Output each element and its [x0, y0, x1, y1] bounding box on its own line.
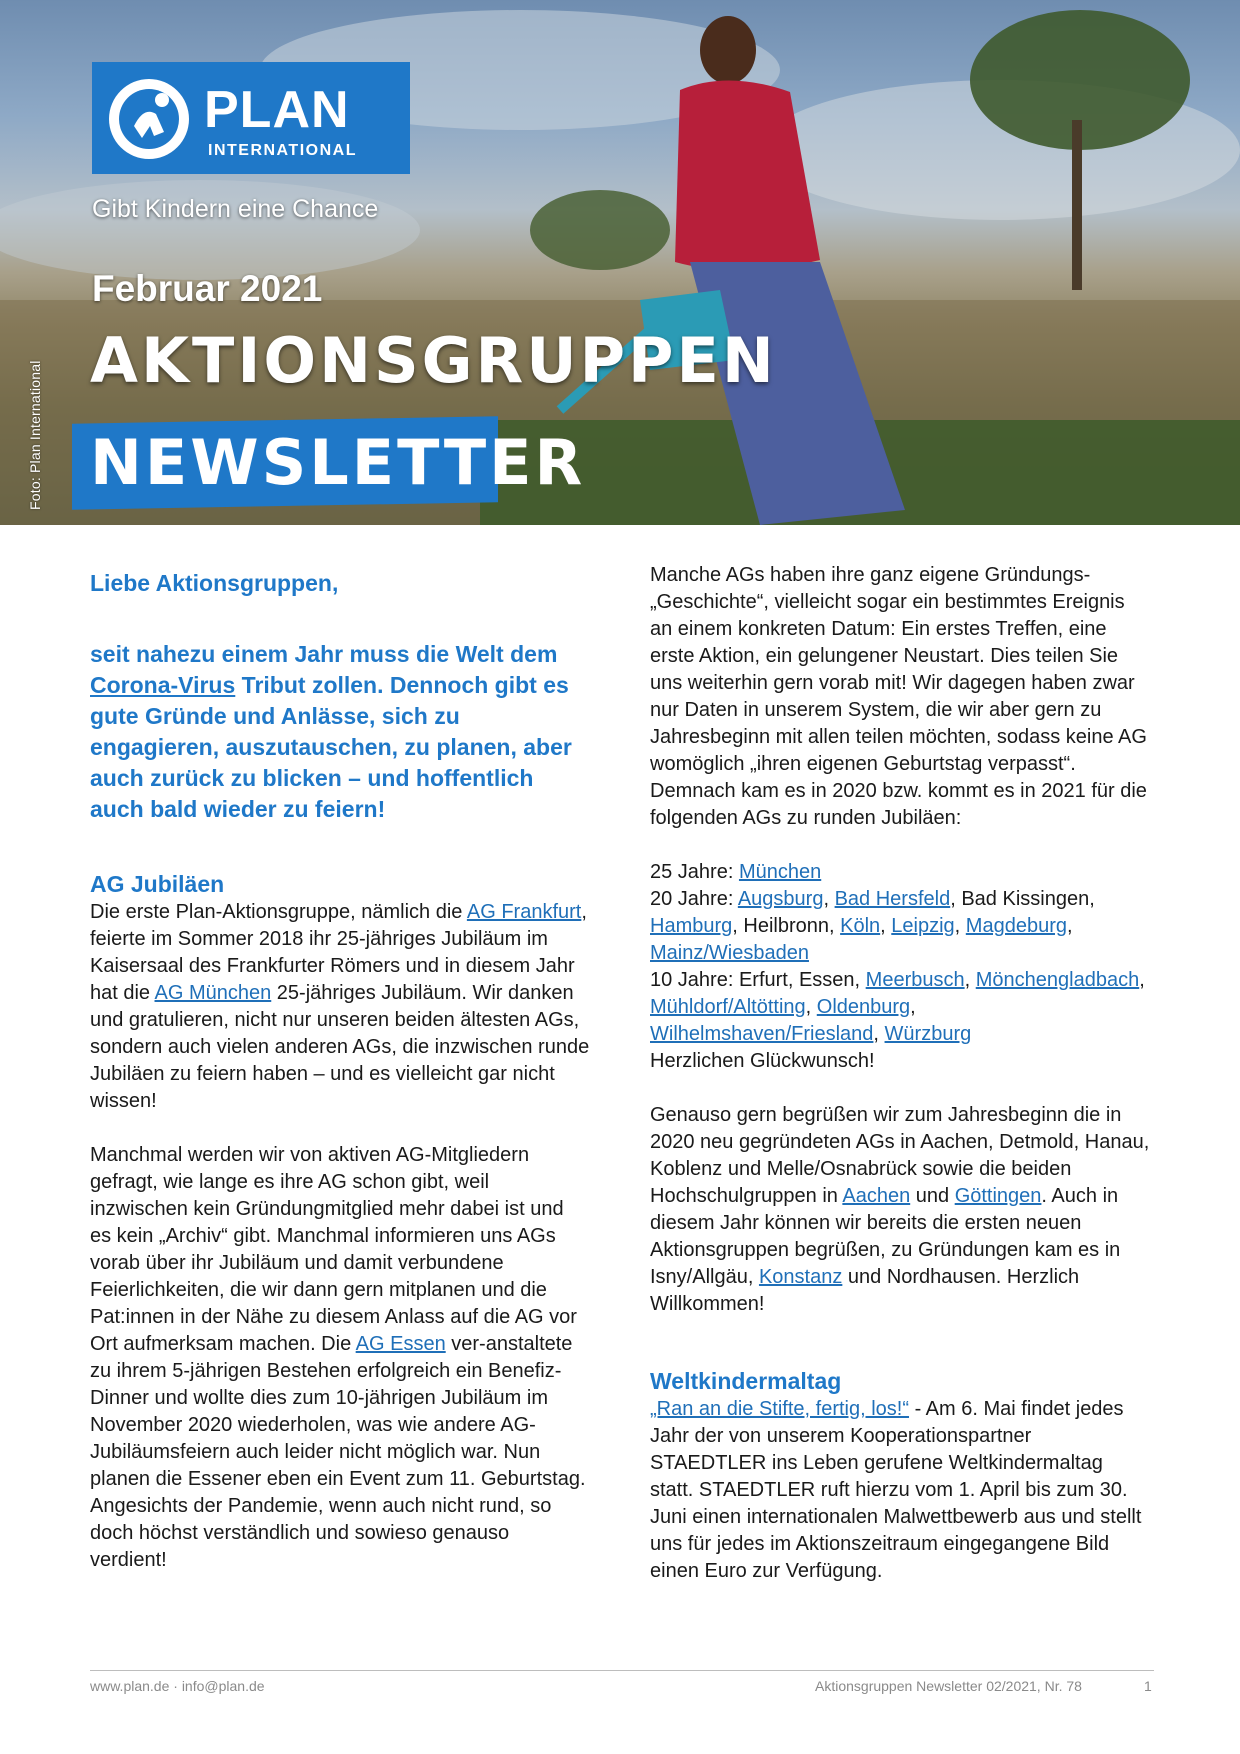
jubilee-25-years [650, 859, 1150, 886]
text: und [910, 1185, 955, 1207]
text: Bad Kissingen, [961, 888, 1095, 910]
text: . Auch in diesem Jahr können wir bereits die ersten neuen Aktionsgruppen begrüßen, zu Gründungen kam es in Isny/Allgäu, [650, 1185, 1121, 1288]
tagline: Gibt Kindern eine Chance [92, 195, 379, 223]
ag-essen-link[interactable]: AG Essen [355, 1333, 446, 1355]
child-emblem-icon [106, 76, 192, 162]
leipzig-link[interactable]: Leipzig [891, 915, 955, 937]
intro-text-2: Tribut zollen. Dennoch gibt es gute Gründe und Anlässe, sich zu engagieren, auszutauschen, zu planen, aber auch zurück zu blicken – und hoffentlich auch bald wieder zu feiern! [90, 672, 572, 822]
moenchengladbach-link[interactable]: Mönchengladbach [975, 969, 1140, 991]
oldenburg-link[interactable]: Oldenburg [816, 996, 911, 1018]
augsburg-link[interactable]: Augsburg [737, 888, 824, 910]
text: Manchmal werden wir von aktiven AG-Mitgliedern gefragt, wie lange es ihre AG schon gibt, weil inzwischen kein Gründungmitglied mehr dabei ist und es kein „Archiv“ gibt. Manchmal informieren uns AGs vorab über ihr Jubiläum und damit verbundene Feierlichkeiten, die wir dann gern mitplanen und die Pat:innen in der Nähe zu diesem Anlass auf die AG vor Ort aufmerksam machen. Die [90, 1144, 577, 1355]
text: 25-jähriges Jubiläum. Wir danken und gratulieren, nicht nur unseren beiden ältesten AGs, sondern auch vielen anderen AGs, die inzwischen runde Jubiläen zu feiern haben – und es vielleicht gar nicht wissen! [90, 982, 590, 1112]
intro-text-1: seit nahezu einem Jahr muss die Welt dem [90, 641, 558, 667]
jubilee-10-years: 10 Jahre: Erfurt, Essen, Meerbusch, Mönchengladbach, Mühldorf/Altötting, Oldenburg, Wilhelmshaven/Friesland, Würzburg [650, 969, 1145, 1045]
paragraph-jubilaeen-2 [90, 1142, 590, 1574]
paragraph-gruendung: Manche AGs haben ihre ganz eigene Gründungs-„Geschichte“, vielleicht sogar ein bestimmtes Ereignis an einem konkreten Datum: Ein erstes Treffen, eine erste Aktion, ein gelungener Neustart. Dies teilen Sie uns weiterhin gern vorab mit! Wir dagegen haben zwar nur Daten in unserem System, die wir aber gern zu Jahresbeginn mit allen teilen möchten, sodass keine AG womöglich „ihren eigenen Geburtstag verpasst“. Demnach kam es in 2020 bzw. kommt es in 2021 für die folgenden AGs zu runden Jubiläen: [650, 564, 1147, 829]
paragraph-neugruendungen [650, 1102, 1150, 1318]
text: Genauso gern begrüßen wir zum Jahresbeginn die in 2020 neu gegründeten AGs in Aachen, Detmold, Hanau, Koblenz und Melle/Osnabrück sowie die beiden Hochschulgruppen in [650, 1104, 1150, 1207]
congrats: Herzlichen Glückwunsch! [650, 1050, 875, 1072]
footer-issue: Aktionsgruppen Newsletter 02/2021, Nr. 78 [815, 1678, 1082, 1694]
muenchen-link[interactable]: München [738, 861, 822, 883]
intro-paragraph [90, 639, 590, 825]
footer-contact: www.plan.de · info@plan.de [90, 1678, 265, 1694]
left-column [90, 562, 590, 1574]
hero-banner [0, 0, 1240, 525]
ag-muenchen-link[interactable]: AG München [154, 982, 272, 1004]
ag-frankfurt-link[interactable]: AG Frankfurt [466, 901, 582, 923]
text: und Nordhausen. Herzlich Willkommen! [650, 1266, 1080, 1315]
logo-international-text: INTERNATIONAL [208, 142, 357, 159]
jubilee-list [650, 859, 1150, 1075]
text: Erfurt, Essen, [738, 969, 861, 991]
right-column [650, 562, 1150, 1585]
bad-hersfeld-link[interactable]: Bad Hersfeld [834, 888, 951, 910]
konstanz-link[interactable]: Konstanz [758, 1266, 843, 1288]
wilhelmshaven-link[interactable]: Wilhelmshaven/Friesland [650, 1023, 874, 1045]
muehldorf-link[interactable]: Mühldorf/Altötting [650, 996, 806, 1018]
paragraph-weltkindermaltag [650, 1396, 1150, 1585]
goettingen-link[interactable]: Göttingen [954, 1185, 1042, 1207]
magdeburg-link[interactable]: Magdeburg [965, 915, 1067, 937]
text: - Am 6. Mai findet jedes Jahr der von unserem Kooperationspartner STAEDTLER ins Leben gerufene Weltkindermaltag statt. STAEDTLER ruft hierzu vom 1. April bis zum 30. Juni einen internationalen Malwettbewerb aus und stellt uns für jedes im Aktionszeitraum eingegangene Bild einen Euro zur Verfügung. [650, 1398, 1142, 1582]
label: 25 Jahre: [650, 861, 739, 883]
plan-international-logo[interactable] [92, 62, 410, 174]
section-title-ag-jubilaeen: AG Jubiläen [90, 871, 225, 897]
footer-divider [90, 1670, 1154, 1671]
photo-credit: Foto: Plan International [27, 360, 43, 510]
aachen-link[interactable]: Aachen [842, 1185, 911, 1207]
page-number: 1 [1144, 1678, 1152, 1694]
greeting: Liebe Aktionsgruppen, [90, 570, 339, 596]
section-title-weltkindermaltag: Weltkindermaltag [650, 1368, 842, 1394]
text: , feierte im Sommer 2018 ihr 25-jähriges Jubiläum im Kaisersaal des Frankfurter Römers und in diesem Jahr hat die [90, 901, 587, 1004]
label: 10 Jahre: [650, 969, 739, 991]
hamburg-link[interactable]: Hamburg [650, 915, 733, 937]
text: Heilbronn, [743, 915, 835, 937]
jubilee-20-years: 20 Jahre: Augsburg, Bad Hersfeld, Bad Kissingen, Hamburg, Heilbronn, Köln, Leipzig, Magdeburg, Mainz/Wiesbaden [650, 888, 1095, 964]
logo-plan-text: PLAN [204, 81, 350, 139]
corona-virus-link[interactable]: Corona-Virus [90, 672, 236, 698]
wuerzburg-link[interactable]: Würzburg [884, 1023, 972, 1045]
meerbusch-link[interactable]: Meerbusch [865, 969, 965, 991]
newsletter-title-line-2: NEWSLETTER [90, 426, 586, 499]
newsletter-title-line-1: AKTIONSGRUPPEN [90, 324, 777, 397]
label: 20 Jahre: [650, 888, 738, 910]
issue-date: Februar 2021 [92, 268, 323, 309]
text: ver-anstaltete zu ihrem 5-jährigen Bestehen erfolgreich ein Benefiz-Dinner und wollte dies zum 10-jährigen Jubiläum im November 2020 wiederholen, was wie andere AG-Jubiläumsfeiern auch leider nicht möglich war. Nun planen die Essener eben ein Event zum 11. Geburtstag. Angesichts der Pandemie, wenn auch nicht rund, so doch höchst verständlich und sowieso genauso verdient! [90, 1333, 586, 1571]
koeln-link[interactable]: Köln [840, 915, 881, 937]
paragraph-jubilaeen-1 [90, 899, 590, 1115]
text: Die erste Plan-Aktionsgruppe, nämlich die [90, 901, 467, 923]
ran-an-die-stifte-link[interactable]: „Ran an die Stifte, fertig, los!“ [650, 1398, 910, 1420]
mainz-wiesbaden-link[interactable]: Mainz/Wiesbaden [650, 942, 809, 964]
